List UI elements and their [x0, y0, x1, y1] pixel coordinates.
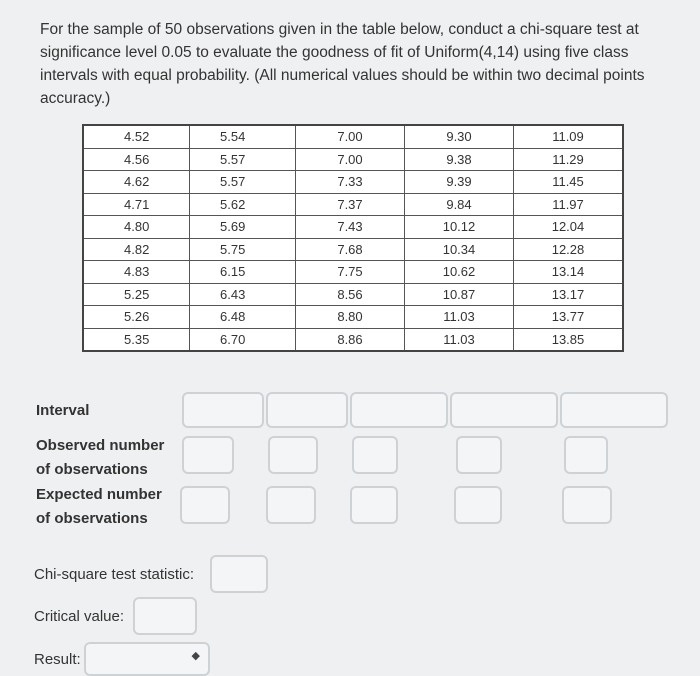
observed-input-1[interactable]	[182, 436, 234, 474]
table-cell: 10.87	[405, 283, 514, 306]
observed-input-3[interactable]	[352, 436, 398, 474]
expected-label-line2: of observations	[36, 510, 148, 527]
table-row	[83, 171, 623, 194]
expected-input-5[interactable]	[562, 486, 612, 524]
interval-input-1[interactable]	[182, 392, 264, 428]
table-cell: 11.97	[514, 193, 624, 216]
table-cell: 11.45	[514, 171, 624, 194]
table-cell: 13.85	[514, 328, 624, 351]
table-cell: 4.62	[83, 171, 190, 194]
table-cell: 7.33	[296, 171, 405, 194]
observed-label-line2: of observations	[36, 461, 148, 478]
table-cell: 5.54	[190, 125, 296, 148]
table-cell: 5.75	[190, 238, 296, 261]
table-cell: 11.09	[514, 125, 624, 148]
table-row	[83, 306, 623, 329]
expected-input-2[interactable]	[266, 486, 316, 524]
table-cell: 8.80	[296, 306, 405, 329]
table-cell: 5.25	[83, 283, 190, 306]
table-row	[83, 125, 623, 148]
expected-label-line1: Expected number	[36, 486, 162, 503]
table-cell: 11.03	[405, 328, 514, 351]
table-cell: 10.62	[405, 261, 514, 284]
observations-table	[82, 124, 624, 352]
table-cell: 4.83	[83, 261, 190, 284]
interval-label: Interval	[36, 402, 90, 419]
table-row	[83, 148, 623, 171]
table-cell: 13.77	[514, 306, 624, 329]
table-cell: 5.69	[190, 216, 296, 239]
table-cell: 7.00	[296, 148, 405, 171]
table-cell: 9.39	[405, 171, 514, 194]
table-row	[83, 328, 623, 351]
table-row	[83, 216, 623, 239]
table-cell: 11.29	[514, 148, 624, 171]
observed-label-line1: Observed number	[36, 437, 165, 454]
observed-input-5[interactable]	[564, 436, 608, 474]
question-text: For the sample of 50 observations given in the table below, conduct a chi-square test at significance level 0.05 to evaluate the goodness of fit of Uniform(4,14) using five class intervals with equal probability. (All numerical values should be within two decimal points accuracy.)	[40, 21, 645, 107]
table-cell: 8.56	[296, 283, 405, 306]
observed-input-4[interactable]	[456, 436, 502, 474]
table-cell: 5.35	[83, 328, 190, 351]
table-cell: 13.17	[514, 283, 624, 306]
table-cell: 8.86	[296, 328, 405, 351]
expected-input-3[interactable]	[350, 486, 398, 524]
interval-input-2[interactable]	[266, 392, 348, 428]
table-cell: 7.68	[296, 238, 405, 261]
table-row	[83, 283, 623, 306]
table-row	[83, 238, 623, 261]
table-cell: 10.12	[405, 216, 514, 239]
table-cell: 11.03	[405, 306, 514, 329]
chi-square-input[interactable]	[210, 555, 268, 593]
table-cell: 4.71	[83, 193, 190, 216]
critical-value-label: Critical value:	[34, 608, 125, 625]
table-row	[83, 261, 623, 284]
interval-input-5[interactable]	[560, 392, 668, 428]
table-cell: 9.38	[405, 148, 514, 171]
table-cell: 4.56	[83, 148, 190, 171]
table-cell: 12.28	[514, 238, 624, 261]
interval-input-3[interactable]	[350, 392, 448, 428]
table-cell: 5.26	[83, 306, 190, 329]
critical-value-input[interactable]	[133, 597, 197, 635]
expected-input-1[interactable]	[180, 486, 230, 524]
table-cell: 5.57	[190, 171, 296, 194]
table-cell: 12.04	[514, 216, 624, 239]
result-label: Result:	[34, 651, 81, 668]
table-cell: 5.62	[190, 193, 296, 216]
table-cell: 6.70	[190, 328, 296, 351]
select-arrow-icon: ◆	[191, 650, 200, 662]
observed-input-2[interactable]	[268, 436, 318, 474]
table-cell: 4.82	[83, 238, 190, 261]
table-cell: 5.57	[190, 148, 296, 171]
interval-input-4[interactable]	[450, 392, 558, 428]
table-cell: 4.80	[83, 216, 190, 239]
chi-square-label: Chi-square test statistic:	[34, 566, 195, 583]
table-row	[83, 193, 623, 216]
table-cell: 6.48	[190, 306, 296, 329]
table-cell: 7.00	[296, 125, 405, 148]
table-cell: 9.30	[405, 125, 514, 148]
table-cell: 10.34	[405, 238, 514, 261]
table-cell: 7.43	[296, 216, 405, 239]
table-cell: 6.43	[190, 283, 296, 306]
table-cell: 7.75	[296, 261, 405, 284]
table-cell: 13.14	[514, 261, 624, 284]
table-cell: 6.15	[190, 261, 296, 284]
table-cell: 7.37	[296, 193, 405, 216]
table-cell: 9.84	[405, 193, 514, 216]
expected-input-4[interactable]	[454, 486, 502, 524]
table-cell: 4.52	[83, 125, 190, 148]
